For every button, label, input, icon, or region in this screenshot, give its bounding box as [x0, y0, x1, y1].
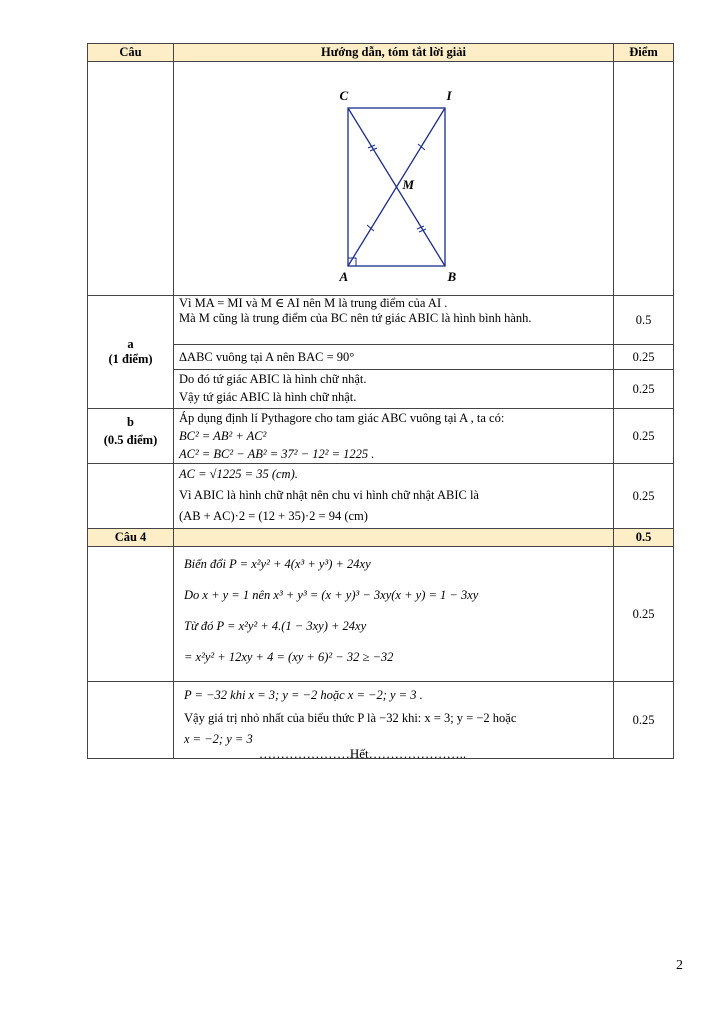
header-cau: Câu [88, 44, 174, 62]
rectangle-figure [294, 62, 494, 295]
score: 0.25 [614, 345, 674, 370]
part-b-line: AC = √1225 = 35 (cm). [179, 467, 298, 481]
part-b-line: BC² = AB² + AC² [179, 429, 267, 443]
cau4-row-1 [88, 547, 674, 682]
score: 0.25 [614, 409, 674, 464]
label-b: B [447, 269, 457, 284]
cau4-score: 0.5 [614, 529, 674, 547]
figure-row [88, 62, 674, 296]
cau4-line: = x²y² + 12xy + 4 = (xy + 6)² − 32 ≥ −32 [184, 650, 394, 664]
part-a-label-cell [88, 296, 174, 409]
part-b-line: (AB + AC)·2 = (12 + 35)·2 = 94 (cm) [179, 509, 368, 523]
cau4-line: Biến đổi P = x²y² + 4(x³ + y³) + 24xy [184, 557, 371, 571]
part-b-label-cell [88, 409, 174, 464]
score: 0.25 [614, 464, 674, 529]
label-m: M [402, 177, 415, 192]
score: 0.25 [614, 370, 674, 409]
cau4-line: P = −32 khi x = 3; y = −2 hoặc x = −2; y = 3 . [184, 688, 423, 702]
label-i: I [446, 88, 452, 103]
label-a: A [339, 269, 349, 284]
cau4-header-row [88, 529, 674, 547]
cau4-line: Từ đó P = x²y² + 4.(1 − 3xy) + 24xy [184, 619, 367, 633]
part-b-row-2 [88, 464, 674, 529]
table-header [88, 44, 674, 62]
cau4-line: x = −2; y = 3 [184, 732, 253, 746]
part-a-row-3 [88, 370, 674, 409]
part-a-line: Mà M cũng là trung điểm của BC nên tứ giác ABIC là hình bình hành. [179, 311, 532, 325]
score: 0.25 [614, 547, 674, 682]
header-huongdan: Hướng dẫn, tóm tắt lời giải [174, 44, 614, 62]
part-b-row-1 [88, 409, 674, 464]
end-marker: …………………Hết………………….. [258, 746, 467, 761]
part-a-line: Do đó tứ giác ABIC là hình chữ nhật. [179, 372, 367, 386]
label-c: C [339, 88, 349, 103]
part-a-line: Vì MA = MI và M ∈ AI nên M là trung điểm của AI . [179, 296, 448, 310]
part-a-line: Vậy tứ giác ABIC là hình chữ nhật. [179, 390, 357, 404]
solution-table [87, 43, 674, 759]
cau4-label: Câu 4 [88, 529, 174, 547]
part-a-line: ΔABC vuông tại A nên BAC = 90° [179, 349, 355, 364]
part-b-line: Vì ABIC là hình chữ nhật nên chu vi hình chữ nhật ABIC là [179, 488, 479, 502]
part-b-points: (0.5 điểm) [103, 433, 158, 447]
cau4-line: Vậy giá trị nhỏ nhất của biểu thức P là −32 khi: x = 3; y = −2 hoặc [184, 711, 517, 725]
part-a-row-1 [88, 296, 674, 345]
part-b-line: Áp dụng định lí Pythagore cho tam giác ABC vuông tại A , ta có: [179, 411, 505, 425]
score: 0.5 [614, 296, 674, 345]
score: 0.25 [614, 682, 674, 759]
part-b-label: b [127, 415, 134, 429]
geometry-diagram [294, 62, 494, 295]
part-a-points: (1 điểm) [108, 352, 153, 366]
page-number: 2 [676, 958, 683, 973]
part-b-line: AC² = BC² − AB² = 37² − 12² = 1225 . [179, 447, 375, 461]
part-a-label: a [127, 337, 134, 351]
header-diem: Điểm [614, 44, 674, 62]
cau4-line: Do x + y = 1 nên x³ + y³ = (x + y)³ − 3xy(x + y) = 1 − 3xy [184, 588, 479, 602]
part-a-row-2 [88, 345, 674, 370]
